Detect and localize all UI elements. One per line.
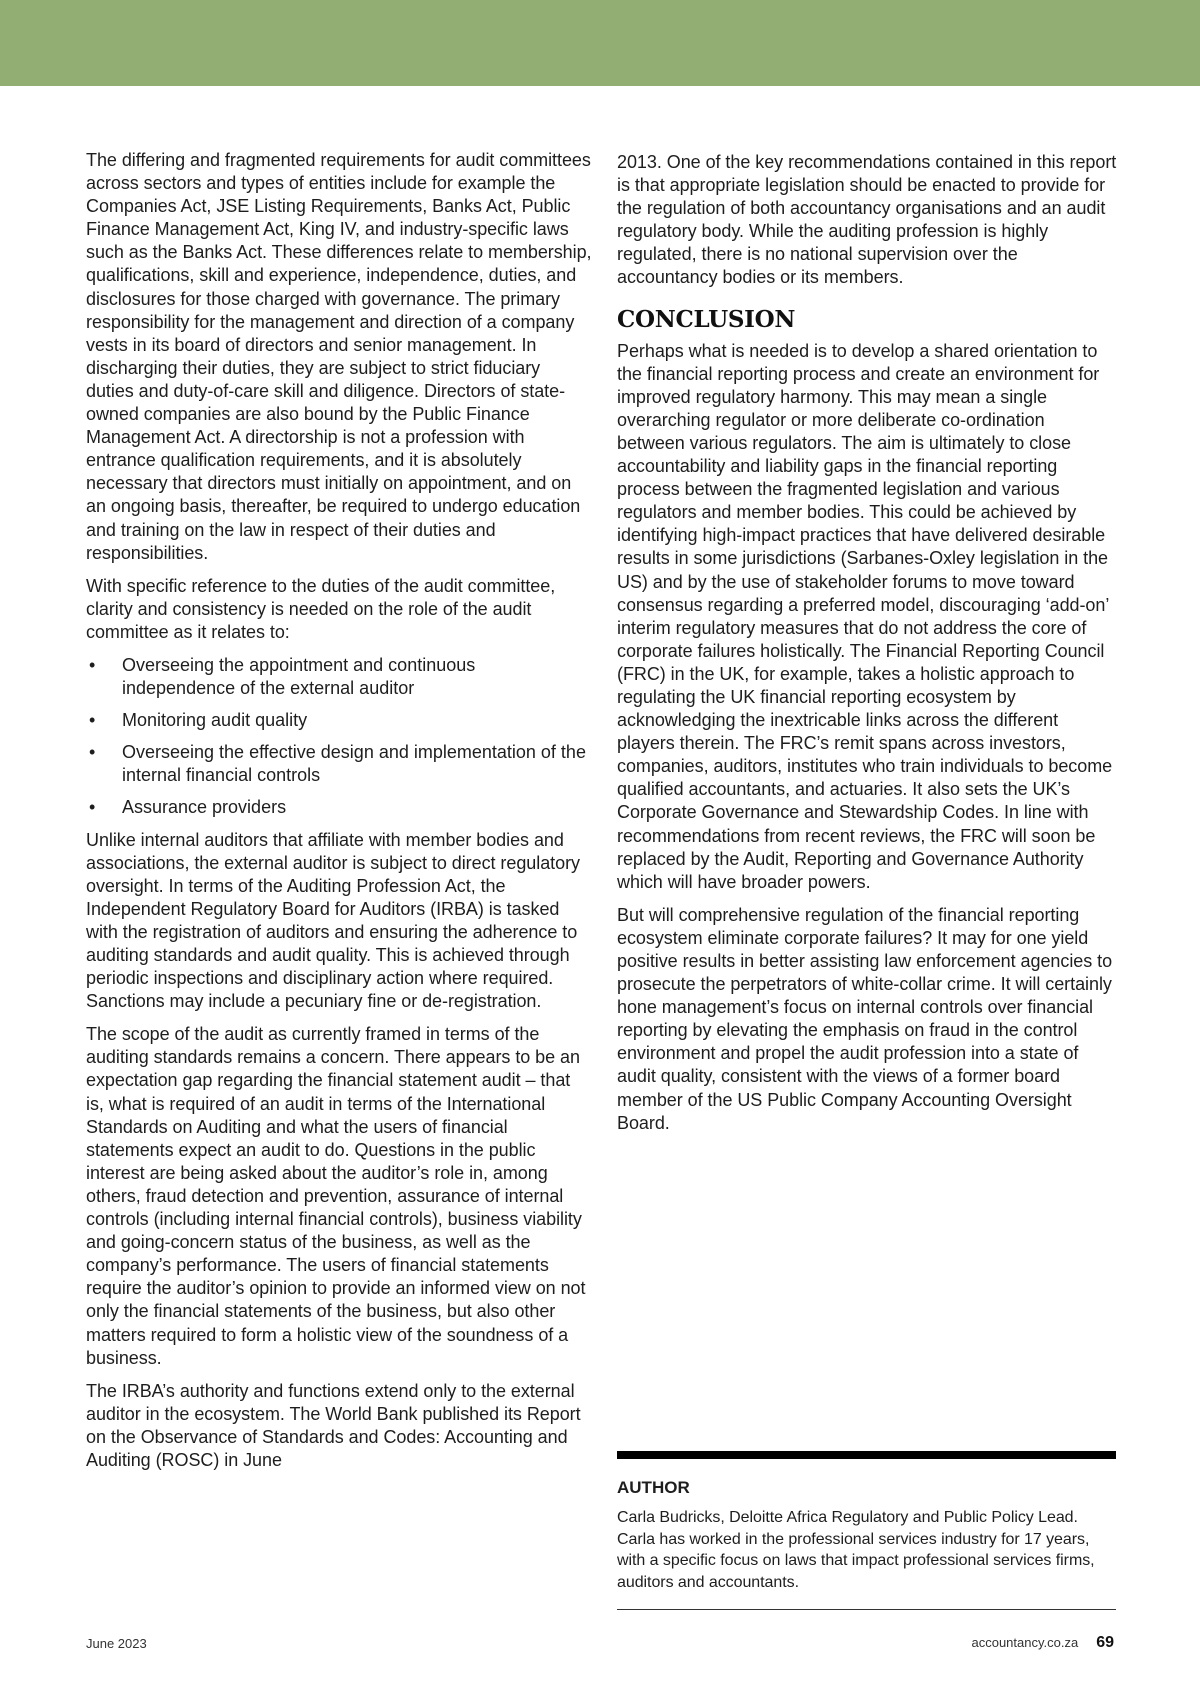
footer-divider — [617, 1609, 1116, 1610]
author-divider — [617, 1451, 1116, 1459]
left-column — [86, 149, 592, 1482]
bullet-text: Overseeing the appointment and continuous independence of the external auditor — [122, 654, 476, 699]
bullet-item — [86, 709, 592, 732]
body-paragraph: The IRBA’s authority and functions extend only to the external auditor in the ecosystem. The World Bank published its Report on the Observance of Standards and Codes: Accounting and Auditing (ROSC) in June — [86, 1380, 581, 1470]
bullet-list — [86, 654, 592, 820]
bullet-icon: • — [89, 797, 96, 818]
bullet-icon: • — [89, 742, 96, 763]
bullet-text: Overseeing the effective design and implementation of the internal financial controls — [122, 742, 586, 786]
author-bio: Carla Budricks, Deloitte Africa Regulatory and Public Policy Lead. Carla has worked in the professional services industry for 17 years, with a specific focus on laws that impact professional services firms, auditors and accountants. — [617, 1509, 1095, 1591]
bullet-text: Assurance providers — [122, 797, 287, 818]
footer-right — [971, 1634, 1114, 1652]
body-paragraph: But will comprehensive regulation of the financial reporting ecosystem eliminate corporate failures? It may for one yield positive results in better assisting law enforcement agencies to prosecute the perpetrators of white-collar crime. It will certainly hone management’s focus on internal controls over financial reporting by elevating the emphasis on fraud in the control environment and propel the audit profession into a state of audit quality, consistent with the views of a former board member of the US Public Company Accounting Oversight Board. — [617, 904, 1113, 1133]
bullet-text: Monitoring audit quality — [122, 710, 308, 731]
body-paragraph: The scope of the audit as currently framed in terms of the auditing standards remains a concern. There appears to be an expectation gap regarding the financial statement audit – that is, what is required of an audit in terms of the International Standards on Auditing and what the users of financial statements expect an audit to do. Questions in the public interest are being asked about the auditor’s role in, among others, fraud detection and prevention, assurance of internal controls (including internal financial controls), business viability and going-concern status of the business, as well as the company’s performance. The users of financial statements require the auditor’s opinion to provide an informed view on not only the financial statements of the business, but also other matters required to form a holistic view of the soundness of a business. — [86, 1024, 586, 1368]
section-heading: CONCLUSION — [617, 305, 796, 333]
page-number: 69 — [1096, 1634, 1114, 1651]
right-column — [617, 151, 1117, 1145]
author-title: AUTHOR — [617, 1478, 690, 1497]
body-paragraph: The differing and fragmented requirements for audit committees across sectors and types of entities include for example the Companies Act, JSE Listing Requirements, Banks Act, Public Finance Management Act, King IV, and industry-specific laws such as the Banks Act. These differences relate to membership, qualifications, skill and experience, independence, duties, and disclosures for those charged with governance. The primary responsibility for the management and direction of a company vests in its board of directors and senior management. In discharging their duties, they are subject to strict fiduciary duties and duty-of-care skill and diligence. Directors of state-owned companies are also bound by the Public Finance Management Act. A directorship is not a profession with entrance qualification requirements, and it is absolutely necessary that directors must initially on appointment, and on an ongoing basis, thereafter, be required to undergo education and training on the law in respect of their duties and responsibilities. — [86, 150, 592, 563]
header-band — [0, 0, 1200, 86]
footer-date: June 2023 — [86, 1636, 147, 1651]
footer-website: accountancy.co.za — [971, 1635, 1079, 1650]
bullet-item — [86, 741, 592, 787]
bullet-icon: • — [89, 654, 96, 675]
body-paragraph: Unlike internal auditors that affiliate with member bodies and associations, the external auditor is subject to direct regulatory oversight. In terms of the Auditing Profession Act, the Independent Regulatory Board for Auditors (IRBA) is tasked with the registration of auditors and ensuring the adherence to auditing standards and audit quality. This is achieved through periodic inspections and disciplinary action where required. Sanctions may include a pecuniary fine or de-registration. — [86, 829, 580, 1012]
bullet-item — [86, 654, 592, 700]
body-paragraph: 2013. One of the key recommendations contained in this report is that appropriate legislation should be enacted to provide for the regulation of both accountancy organisations and an audit regulatory body. While the auditing profession is highly regulated, there is no national supervision over the accountancy bodies or its members. — [617, 152, 1117, 288]
author-box — [617, 1478, 1116, 1593]
bullet-icon: • — [89, 710, 96, 731]
bullet-item — [86, 796, 592, 819]
body-paragraph: With specific reference to the duties of the audit committee, clarity and consistency is needed on the role of the audit committee as it relates to: — [86, 575, 556, 642]
body-paragraph: Perhaps what is needed is to develop a shared orientation to the financial reporting process and create an environment for improved regulatory harmony. This may mean a single overarching regulator or more deliberate co-ordination between various regulators. The aim is ultimately to close accountability and liability gaps in the financial reporting process between the fragmented legislation and various regulators and member bodies. This could be achieved by identifying high-impact practices that have delivered desirable results in some jurisdictions (Sarbanes-Oxley legislation in the US) and by the use of stakeholder forums to move toward consensus regarding a preferred model, discouraging ‘add-on’ interim regulatory measures that do not address the core of corporate failures holistically. The Financial Reporting Council (FRC) in the UK, for example, takes a holistic approach to regulating the UK financial reporting ecosystem by acknowledging the inextricable links across the different players therein. The FRC’s remit spans across investors, companies, auditors, institutes who train individuals to become qualified accountants, and actuaries. It also sets the UK’s Corporate Governance and Stewardship Codes. In line with recommendations from recent reviews, the FRC will soon be replaced by the Audit, Reporting and Governance Authority which will have broader powers. — [617, 340, 1113, 892]
